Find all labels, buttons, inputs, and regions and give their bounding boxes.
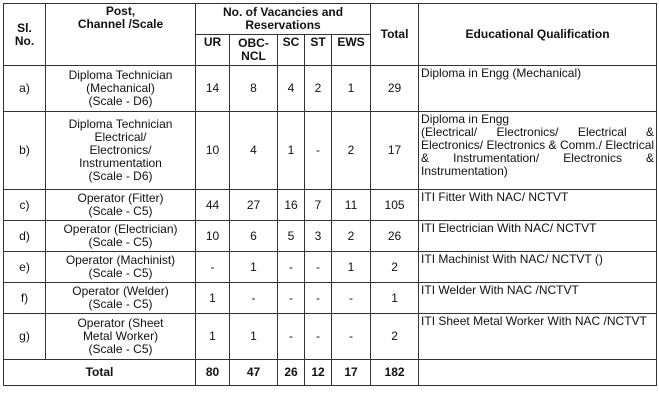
- obc-cell: 4: [230, 112, 278, 190]
- sc-cell: 4: [278, 66, 305, 112]
- total-cell: 105: [371, 190, 419, 221]
- obc-cell: 27: [230, 190, 278, 221]
- post-cell: Diploma Technician (Mechanical) (Scale - D6): [46, 66, 196, 112]
- post-cell: Operator (Fitter) (Scale - C5): [46, 190, 196, 221]
- total-cell: 2: [371, 252, 419, 283]
- qualification-cell: Diploma in Engg (Electrical/ Electronics/ Electrical & Electronics/ Electronics & Comm./ Electrical & Instrumentation/ Electronics & Instrumentation): [419, 112, 657, 190]
- vacancies-header: No. of Vacancies and Reservations: [196, 4, 371, 35]
- post-cell: Operator (Machinist) (Scale - C5): [46, 252, 196, 283]
- qualification-header: Educational Qualification: [419, 4, 657, 66]
- post-cell: Operator (Sheet Metal Worker) (Scale - C5): [46, 314, 196, 360]
- sc-cell: -: [278, 283, 305, 314]
- ews-cell: -: [332, 314, 371, 360]
- ur-header: UR: [196, 35, 230, 66]
- table-row: [4, 66, 657, 112]
- ews-cell: -: [332, 283, 371, 314]
- table-row: [4, 221, 657, 252]
- sl-cell: c): [4, 190, 46, 221]
- ur-cell: -: [196, 252, 230, 283]
- ews-cell: 2: [332, 221, 371, 252]
- obc-cell: 8: [230, 66, 278, 112]
- ews-cell: 11: [332, 190, 371, 221]
- sc-cell: 1: [278, 112, 305, 190]
- sl-cell: d): [4, 221, 46, 252]
- st-cell: 7: [305, 190, 332, 221]
- total-obc: 47: [230, 360, 278, 386]
- table-row: [4, 314, 657, 360]
- total-cell: 29: [371, 66, 419, 112]
- table-row: [4, 190, 657, 221]
- sl-cell: g): [4, 314, 46, 360]
- st-cell: 2: [305, 66, 332, 112]
- vacancy-table: [3, 3, 657, 386]
- obc-cell: 6: [230, 221, 278, 252]
- qualification-cell: ITI Sheet Metal Worker With NAC /NCTVT: [419, 314, 657, 360]
- post-header: Post, Channel /Scale: [46, 4, 196, 66]
- qualification-cell: ITI Fitter With NAC/ NCTVT: [419, 190, 657, 221]
- st-cell: -: [305, 252, 332, 283]
- table-row: [4, 252, 657, 283]
- total-sc: 26: [278, 360, 305, 386]
- totals-row: [4, 360, 657, 386]
- sl-cell: a): [4, 66, 46, 112]
- ews-cell: 1: [332, 252, 371, 283]
- post-cell: Diploma Technician Electrical/ Electronics/ Instrumentation (Scale - D6): [46, 112, 196, 190]
- total-cell: 2: [371, 314, 419, 360]
- total-st: 12: [305, 360, 332, 386]
- sc-cell: 5: [278, 221, 305, 252]
- st-cell: -: [305, 283, 332, 314]
- qualification-cell: ITI Machinist With NAC/ NCTVT (): [419, 252, 657, 283]
- obc-header: OBC- NCL: [230, 35, 278, 66]
- qualification-cell: ITI Welder With NAC /NCTVT: [419, 283, 657, 314]
- sl-cell: e): [4, 252, 46, 283]
- sc-cell: -: [278, 252, 305, 283]
- table-row: [4, 283, 657, 314]
- st-cell: -: [305, 314, 332, 360]
- obc-cell: -: [230, 283, 278, 314]
- obc-cell: 1: [230, 252, 278, 283]
- obc-cell: 1: [230, 314, 278, 360]
- total-header: Total: [371, 4, 419, 66]
- sc-cell: -: [278, 314, 305, 360]
- sl-cell: f): [4, 283, 46, 314]
- grand-total: 182: [371, 360, 419, 386]
- sc-header: SC: [278, 35, 305, 66]
- ur-cell: 14: [196, 66, 230, 112]
- qualification-cell: ITI Electrician With NAC/ NCTVT: [419, 221, 657, 252]
- ur-cell: 1: [196, 314, 230, 360]
- total-cell: 1: [371, 283, 419, 314]
- ur-cell: 10: [196, 221, 230, 252]
- sl-no-header: Sl. No.: [4, 4, 46, 66]
- post-cell: Operator (Electrician) (Scale - C5): [46, 221, 196, 252]
- total-ur: 80: [196, 360, 230, 386]
- post-cell: Operator (Welder) (Scale - C5): [46, 283, 196, 314]
- total-cell: 26: [371, 221, 419, 252]
- totals-empty-cell: [419, 360, 657, 386]
- qualification-cell: Diploma in Engg (Mechanical): [419, 66, 657, 112]
- table-row: [4, 112, 657, 190]
- ur-cell: 1: [196, 283, 230, 314]
- ews-header: EWS: [332, 35, 371, 66]
- ews-cell: 1: [332, 66, 371, 112]
- header-row-1: [4, 4, 657, 35]
- total-cell: 17: [371, 112, 419, 190]
- ews-cell: 2: [332, 112, 371, 190]
- total-ews: 17: [332, 360, 371, 386]
- st-cell: 3: [305, 221, 332, 252]
- ur-cell: 44: [196, 190, 230, 221]
- sc-cell: 16: [278, 190, 305, 221]
- totals-label: Total: [4, 360, 196, 386]
- ur-cell: 10: [196, 112, 230, 190]
- st-cell: -: [305, 112, 332, 190]
- st-header: ST: [305, 35, 332, 66]
- sl-cell: b): [4, 112, 46, 190]
